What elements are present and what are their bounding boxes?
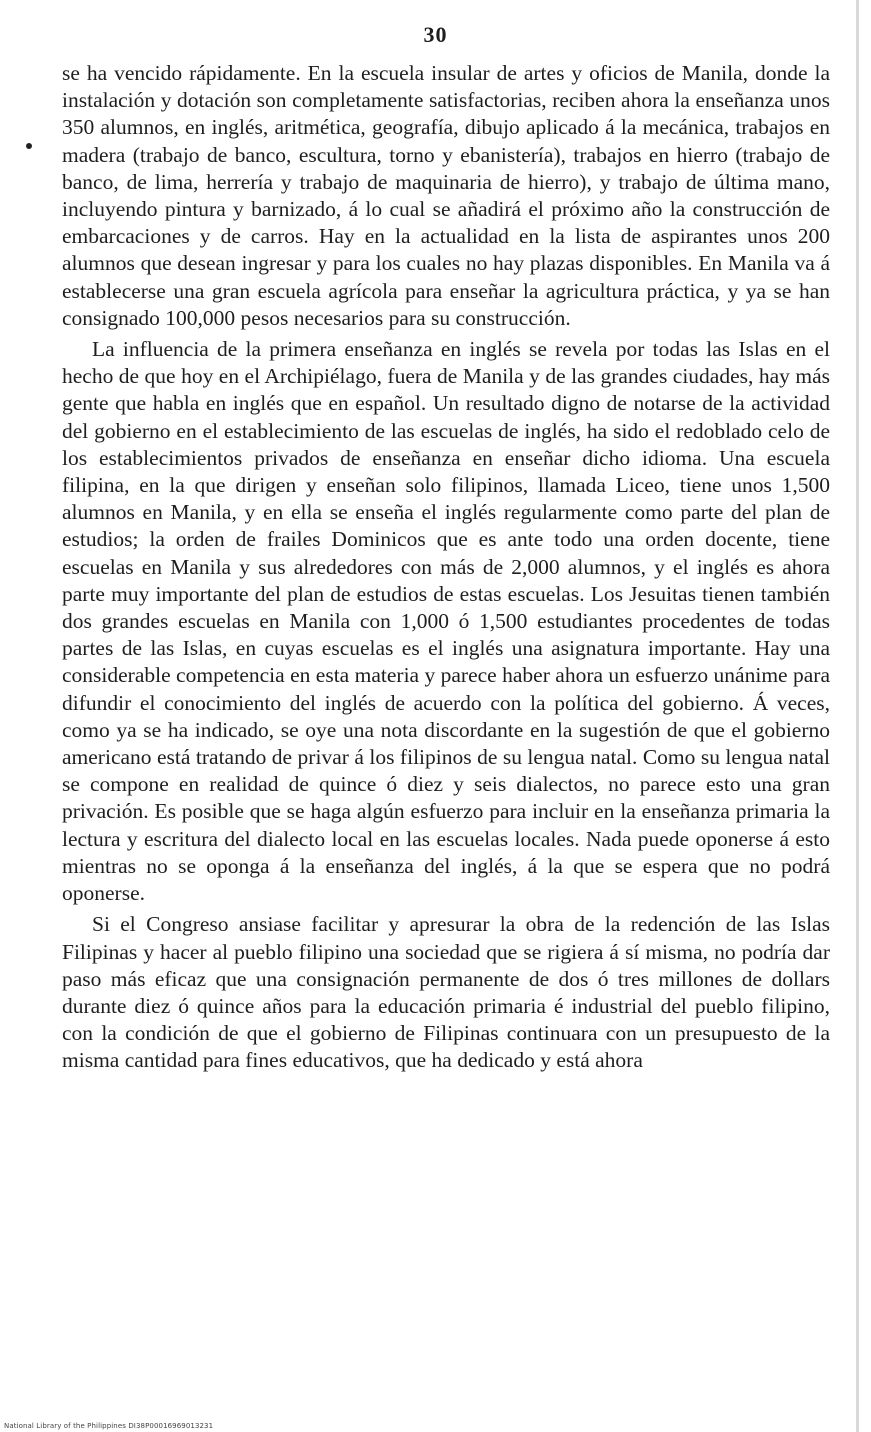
- margin-mark: [26, 143, 32, 149]
- page-number: 30: [423, 22, 448, 47]
- paragraph-3: Si el Congreso ansiase facilitar y apresurar la obra de la redención de las Islas Filipinas y hacer al pueblo filipino una sociedad que se rigiera á sí misma, no podría dar paso más eficaz que una consignación permanente de dos ó tres millones de dollars durante diez ó quince años para la educación primaria é industrial del pueblo filipino, con la condición de que el gobierno de Filipinas continuara con un presupuesto de la misma cantidad para fines educativos, que ha dedicado y está ahora: [62, 912, 830, 1073]
- page-edge-shadow: [856, 0, 859, 1432]
- library-footer: National Library of the Philippines DI38P00016969013231: [4, 1422, 214, 1430]
- paragraph-1: se ha vencido rápidamente. En la escuela insular de artes y oficios de Manila, donde la instalación y dotación son completamente satisfactorias, reciben ahora la enseñanza unos 350 alumnos, en inglés, aritmética, geografía, dibujo aplicado á la mecánica, trabajos en madera (trabajo de banco, escultura, torno y ebanistería), trabajos en hierro (trabajo de banco, de lima, herrería y trabajo de maquinaria de hierro), y trabajo de última mano, incluyendo pintura y barnizado, á lo cual se añadirá el próximo año la construcción de embarcaciones y de carros. Hay en la actualidad en la lista de aspirantes unos 200 alumnos que desean ingresar y para los cuales no hay plazas disponibles. En Manila va á establecerse una gran escuela agrícola para enseñar la agricultura práctica, y ya se han consignado 100,000 pesos necesarios para su construcción.: [62, 61, 830, 330]
- body-text: [62, 60, 830, 1079]
- paragraph-2: La influencia de la primera enseñanza en inglés se revela por todas las Islas en el hecho de que hoy en el Archipiélago, fuera de Manila y de las grandes ciudades, hay más gente que habla en inglés que en español. Un resultado digno de notarse de la actividad del gobierno en el establecimiento de las escuelas de inglés, ha sido el redoblado celo de los establecimientos privados de enseñanza en enseñar dicho idioma. Una escuela filipina, en la que dirigen y enseñan solo filipinos, llamada Liceo, tiene unos 1,500 alumnos en Manila, y en ella se enseña el inglés regularmente como parte del plan de estudios; la orden de frailes Dominicos que es ante todo una orden docente, tiene escuelas en Manila y sus alrededores con más de 2,000 alumnos, y el inglés es ahora parte muy importante del plan de estudios de estas escuelas. Los Jesuitas tienen también dos grandes escuelas en Manila con 1,000 ó 1,500 estudiantes procedentes de todas partes de las Islas, en cuyas escuelas es el inglés una asignatura importante. Hay una considerable competencia en esta materia y parece haber ahora un esfuerzo unánime para difundir el conocimiento del inglés de acuerdo con la política del gobierno. Á veces, como ya se ha indicado, se oye una nota discordante en la sugestión de que el gobierno americano está tratando de privar á los filipinos de su lengua natal. Como su lengua natal se compone en realidad de quince ó diez y seis dialectos, no parece esto una gran privación. Es posible que se haga algún esfuerzo para incluir en la enseñanza primaria la lectura y escritura del dialecto local en las escuelas locales. Nada puede oponerse á esto mientras no se oponga á la enseñanza del inglés, á la que se espera que no podrá oponerse.: [62, 337, 830, 906]
